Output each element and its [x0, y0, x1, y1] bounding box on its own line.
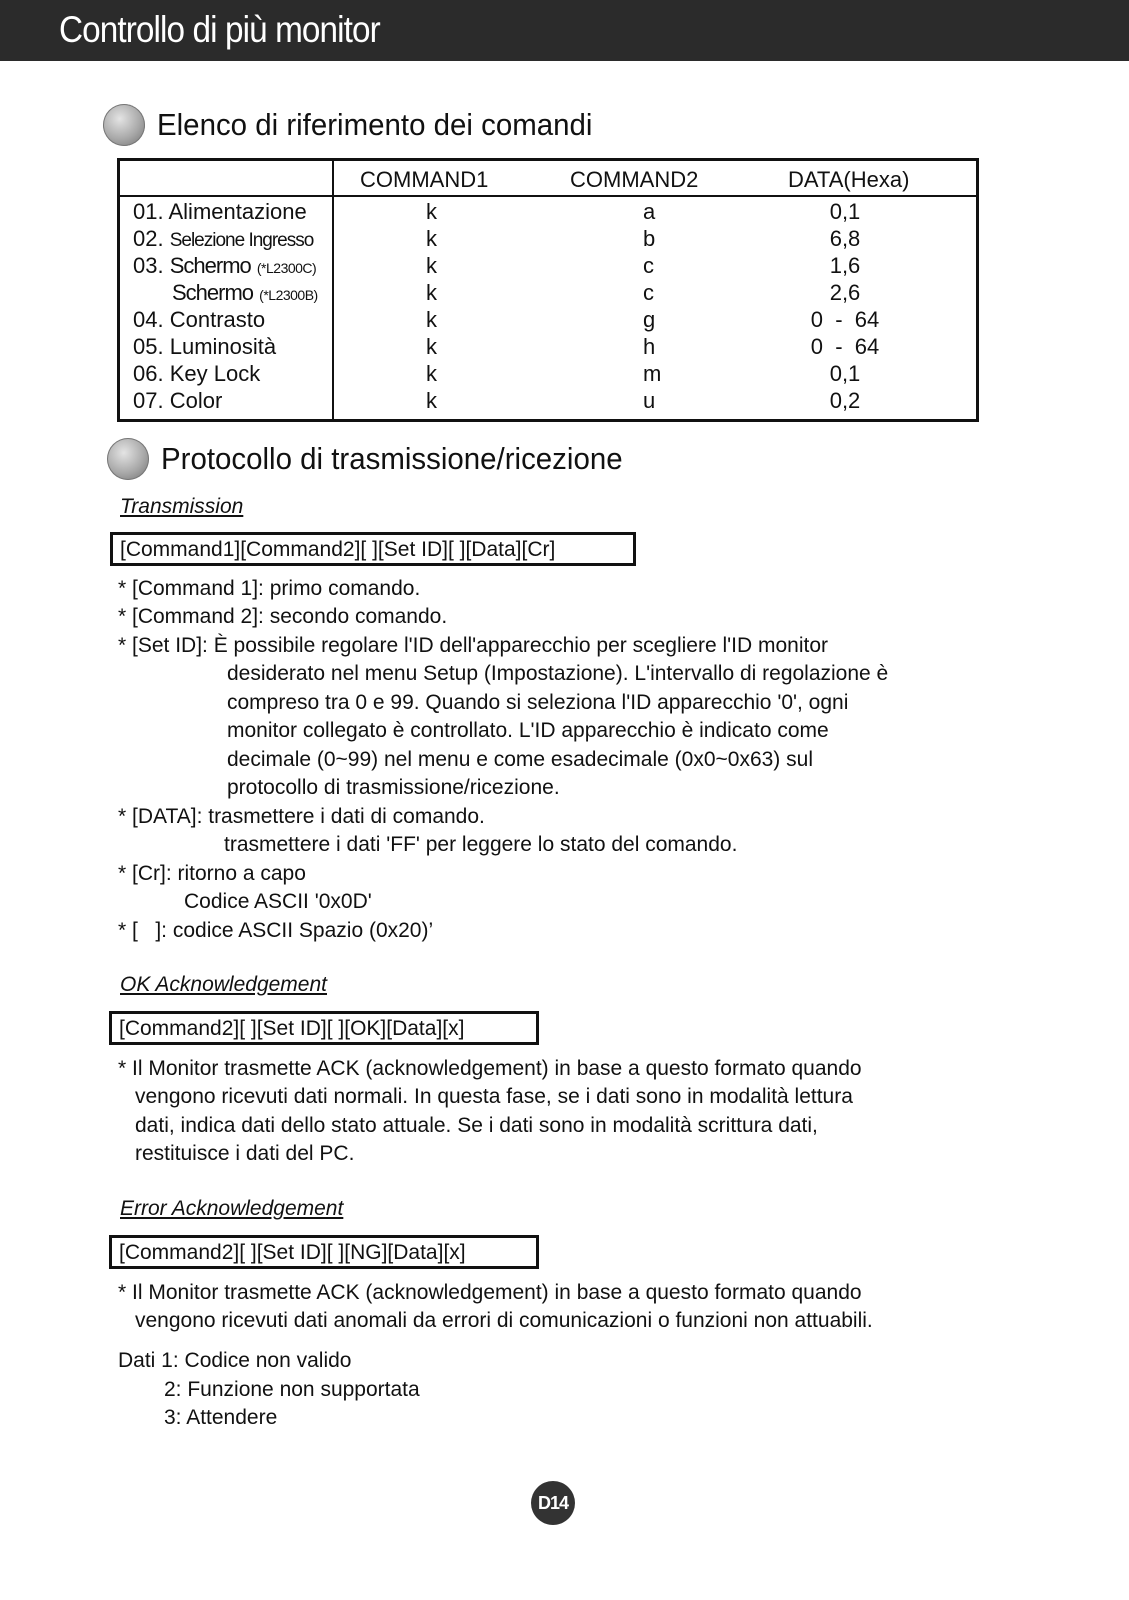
- table-row: [120, 280, 976, 307]
- row-command2: b: [643, 226, 656, 251]
- note-line: desiderato nel menu Setup (Impostazione). L'intervallo di regolazione è: [227, 662, 889, 685]
- note-line: * [ ]: codice ASCII Spazio (0x20)’: [118, 919, 434, 942]
- row-data: 0 - 64: [810, 307, 880, 332]
- table-row: [120, 388, 976, 415]
- ok-ack-label: OK Acknowledgement: [120, 973, 327, 996]
- page-number-badge: D14: [531, 1481, 575, 1525]
- section-title: Protocollo di trasmissione/ricezione: [161, 441, 623, 476]
- page-title: Controllo di più monitor: [59, 9, 380, 50]
- row-command1: k: [426, 199, 437, 224]
- row-command1: k: [426, 361, 437, 386]
- table-divider: [120, 195, 976, 197]
- table-row: [120, 334, 976, 361]
- note-line: dati, indica dati dello stato attuale. Se i dati sono in modalità scrittura dati,: [135, 1114, 818, 1137]
- section-heading-protocol: [107, 438, 647, 480]
- row-command2: a: [643, 199, 656, 224]
- note-line: decimale (0~99) nel menu e come esadecimale (0x0~0x63) sul: [227, 748, 813, 771]
- row-name: 06. Key Lock: [133, 361, 261, 386]
- circle-bullet-icon: [103, 104, 145, 146]
- note-line: protocollo di trasmissione/ricezione.: [227, 776, 560, 799]
- row-command1: k: [426, 253, 437, 278]
- row-command2: c: [643, 280, 654, 305]
- row-name: 01. Alimentazione: [133, 199, 307, 224]
- row-data: 0 - 64: [810, 334, 880, 359]
- row-command1: k: [426, 307, 437, 332]
- circle-bullet-icon: [107, 438, 149, 480]
- row-command1: k: [426, 226, 437, 251]
- note-line: trasmettere i dati 'FF' per leggere lo stato del comando.: [224, 833, 738, 856]
- note-line: Codice ASCII '0x0D': [184, 890, 372, 913]
- note-line: compreso tra 0 e 99. Quando si seleziona l'ID apparecchio '0', ogni: [227, 691, 849, 714]
- row-name: 03. Schermo (*L2300C): [133, 253, 317, 278]
- row-data: 0,2: [829, 388, 861, 413]
- row-command2: h: [643, 334, 656, 359]
- row-command1: k: [426, 280, 437, 305]
- table-row: [120, 361, 976, 388]
- error-code: 3: Attendere: [164, 1406, 278, 1429]
- row-data: 6,8: [829, 226, 861, 251]
- note-line: restituisce i dati del PC.: [135, 1142, 355, 1165]
- transmission-label: Transmission: [120, 495, 244, 518]
- note-line: vengono ricevuti dati anomali da errori di comunicazioni o funzioni non attuabili.: [135, 1309, 873, 1332]
- note-line: * Il Monitor trasmette ACK (acknowledgement) in base a questo formato quando: [118, 1281, 862, 1304]
- table-row: [120, 253, 976, 280]
- error-code: 2: Funzione non supportata: [164, 1378, 420, 1401]
- note-line: * [Command 2]: secondo comando.: [118, 605, 448, 628]
- error-code: Dati 1: Codice non valido: [118, 1349, 352, 1372]
- table-header-data: DATA(Hexa): [788, 167, 910, 192]
- ok-ack-format: [Command2][ ][Set ID][ ][OK][Data][x]: [109, 1011, 539, 1045]
- error-ack-label: Error Acknowledgement: [120, 1197, 344, 1220]
- table-header-command2: COMMAND2: [570, 167, 699, 192]
- error-ack-format: [Command2][ ][Set ID][ ][NG][Data][x]: [109, 1235, 539, 1269]
- row-name: 02. Selezione Ingresso: [133, 226, 314, 251]
- note-line: * Il Monitor trasmette ACK (acknowledgement) in base a questo formato quando: [118, 1057, 862, 1080]
- row-data: 1,6: [829, 253, 861, 278]
- row-name: 05. Luminosità: [133, 334, 277, 359]
- row-data: 0,1: [829, 199, 861, 224]
- row-data: 2,6: [829, 280, 861, 305]
- note-line: * [DATA]: trasmettere i dati di comando.: [118, 805, 485, 828]
- transmission-format: [Command1][Command2][ ][Set ID][ ][Data][Cr]: [110, 532, 636, 566]
- note-line: * [Command 1]: primo comando.: [118, 577, 421, 600]
- row-name: 07. Color: [133, 388, 223, 413]
- row-data: 0,1: [829, 361, 861, 386]
- note-line: vengono ricevuti dati normali. In questa fase, se i dati sono in modalità lettura: [135, 1085, 853, 1108]
- table-row: [120, 226, 976, 253]
- table-row: [120, 199, 976, 226]
- row-name: 04. Contrasto: [133, 307, 266, 332]
- section-heading-reference: [103, 104, 615, 146]
- note-line: monitor collegato è controllato. L'ID apparecchio è indicato come: [227, 719, 829, 742]
- section-title: Elenco di riferimento dei comandi: [157, 107, 593, 142]
- note-line: * [Cr]: ritorno a capo: [118, 862, 306, 885]
- row-command2: u: [643, 388, 656, 413]
- row-command1: k: [426, 334, 437, 359]
- row-command2: m: [643, 361, 662, 386]
- table-header-command1: COMMAND1: [360, 167, 489, 192]
- command-table: [117, 158, 979, 422]
- row-command2: c: [643, 253, 654, 278]
- table-row: [120, 307, 976, 334]
- note-line: * [Set ID]: È possibile regolare l'ID dell'apparecchio per scegliere l'ID monitor: [118, 634, 829, 657]
- row-command2: g: [643, 307, 656, 332]
- row-name: Schermo (*L2300B): [172, 280, 318, 305]
- row-command1: k: [426, 388, 437, 413]
- header-bar: [0, 0, 1129, 61]
